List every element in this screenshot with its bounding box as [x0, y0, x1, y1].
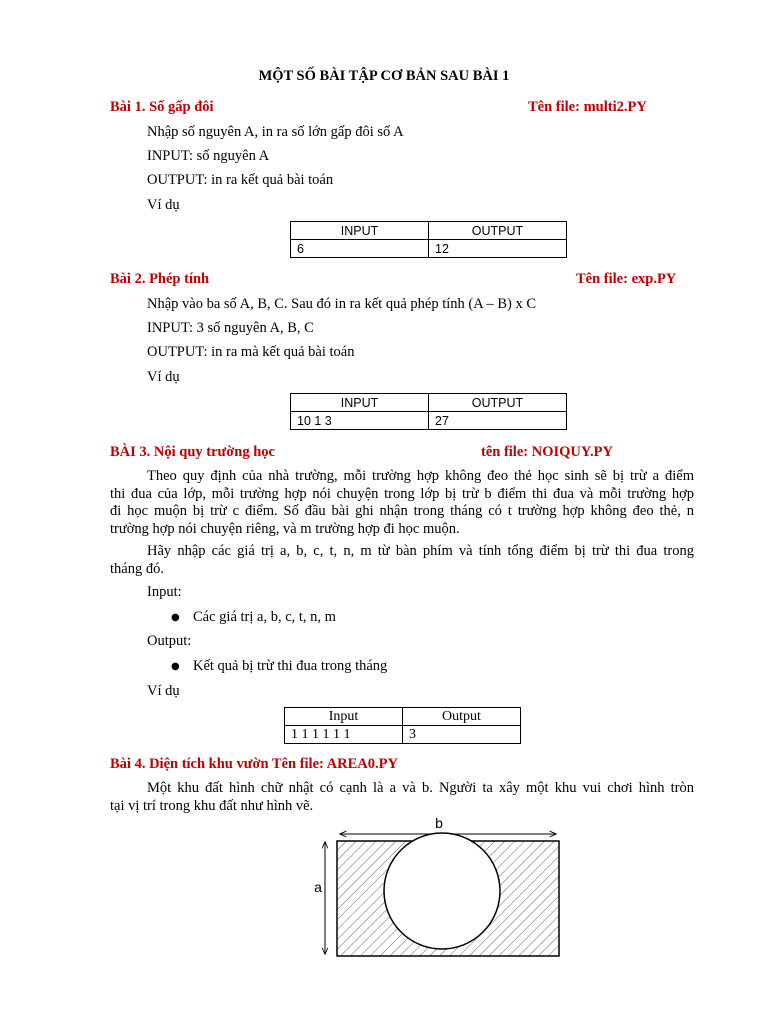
table-header-cell: INPUT	[291, 394, 429, 412]
ex1-example-table	[290, 221, 567, 258]
bullet-icon: ●	[171, 661, 180, 672]
table-cell: 12	[429, 240, 567, 258]
ex1-heading: Bài 1. Số gấp đôi	[110, 99, 214, 115]
table-header-cell: INPUT	[291, 222, 429, 240]
garden-figure	[300, 808, 570, 958]
table-row	[291, 240, 567, 258]
ex2-line: OUTPUT: in ra mà kết quả bài toán	[147, 344, 355, 360]
playground-circle	[384, 833, 500, 949]
table-row	[291, 222, 567, 240]
ex1-filename: Tên file: multi2.PY	[528, 99, 647, 115]
table-cell: 1 1 1 1 1 1	[285, 726, 403, 744]
ex2-line: Ví dụ	[147, 369, 180, 385]
table-row	[285, 726, 521, 744]
table-row	[285, 708, 521, 726]
ex2-line: Nhập vào ba số A, B, C. Sau đó in ra kết quả phép tính (A – B) x C	[147, 296, 537, 312]
ex2-filename: Tên file: exp.PY	[576, 271, 677, 287]
table-cell: 6	[291, 240, 429, 258]
ex4-paragraph: Một khu đất hình chữ nhật có cạnh là a và b. Người ta xây một khu vui chơi hình tròn tại vị trí trong khu đất như hình vẽ.	[110, 780, 694, 814]
ex3-filename: tên file: NOIQUY.PY	[481, 444, 613, 460]
ex3-output-label: Output:	[147, 633, 192, 649]
ex3-heading: BÀI 3. Nội quy trường học	[110, 444, 275, 460]
bullet-icon: ●	[171, 612, 180, 623]
ex1-line: INPUT: số nguyên A	[147, 148, 270, 164]
side-b-label: b	[435, 815, 443, 831]
ex1-line: OUTPUT: in ra kết quả bài toán	[147, 172, 334, 188]
ex1-line: Nhập số nguyên A, in ra số lớn gấp đôi số A	[147, 124, 404, 140]
side-a-label: a	[314, 879, 322, 895]
ex1-line: Ví dụ	[147, 197, 180, 213]
ex3-paragraph-2: Hãy nhập các giá trị a, b, c, t, n, m từ bàn phím và tính tổng điểm bị trừ thi đua trong tháng đó.	[110, 543, 694, 577]
table-header-cell: OUTPUT	[429, 222, 567, 240]
table-row	[291, 394, 567, 412]
ex3-example-label: Ví dụ	[147, 683, 180, 699]
page-title: MỘT SỐ BÀI TẬP CƠ BẢN SAU BÀI 1	[258, 68, 510, 84]
table-cell: 3	[403, 726, 521, 744]
table-cell: 10 1 3	[291, 412, 429, 430]
ex3-paragraph-1: Theo quy định của nhà trường, mỗi trường hợp không đeo thẻ học sinh sẽ bị trừ a điểm thi đua của lớp, mỗi trường hợp nói chuyện trong lớp bị trừ b điểm thi đua và mỗi trường hợp đi học muộn bị trừ c điểm. Số đầu bài ghi nhận trong tháng có t trường hợp không đeo thẻ, n trường hợp nói chuyện riêng, và m trường hợp đi học muộn.	[110, 468, 694, 537]
ex3-example-table	[284, 707, 521, 744]
ex3-input-label: Input:	[147, 584, 182, 600]
ex4-heading: Bài 4. Diện tích khu vườn Tên file: AREA0.PY	[110, 756, 398, 772]
table-header-cell: OUTPUT	[429, 394, 567, 412]
ex2-example-table	[290, 393, 567, 430]
ex2-heading: Bài 2. Phép tính	[110, 271, 210, 287]
ex3-input-item: Các giá trị a, b, c, t, n, m	[193, 609, 336, 625]
table-header-cell: Input	[285, 708, 403, 726]
ex3-output-item: Kết quả bị trừ thi đua trong tháng	[193, 658, 388, 674]
table-row	[291, 412, 567, 430]
table-header-cell: Output	[403, 708, 521, 726]
ex2-line: INPUT: 3 số nguyên A, B, C	[147, 320, 314, 336]
table-cell: 27	[429, 412, 567, 430]
